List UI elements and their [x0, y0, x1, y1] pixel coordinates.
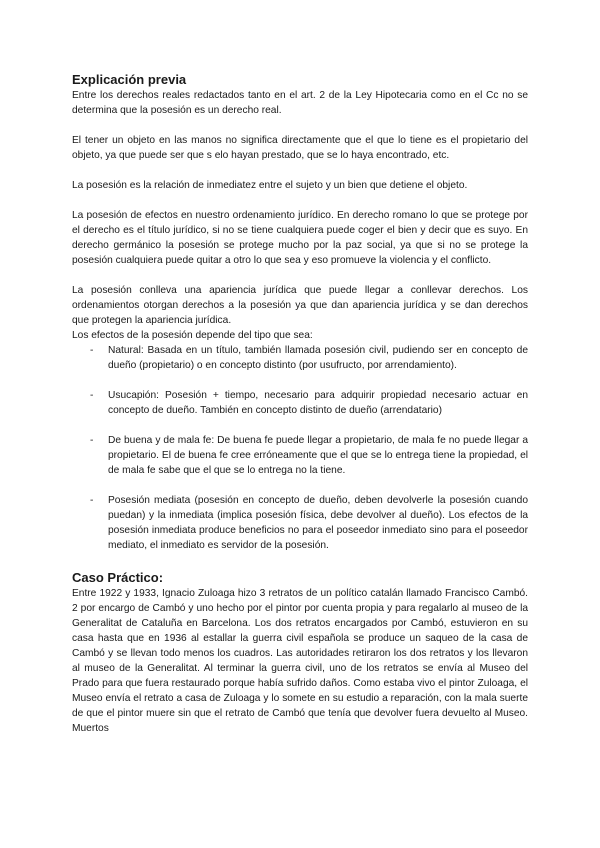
heading-caso-practico: Caso Práctico:: [72, 570, 164, 585]
list-item: [72, 433, 528, 478]
intro-paragraph: Entre los derechos reales redactados tanto en el art. 2 de la Ley Hipotecaria como en el Cc no se determina que la posesión es un derecho real.: [72, 90, 528, 116]
list-item-text: De buena y de mala fe: De buena fe puede llegar a propietario, de mala fe no puede llegar a propietario. El de buena fe cree erróneamente que el que se lo entrega tiene la propiedad, el de mala fe sabe que el que se lo entrega no la tiene.: [108, 435, 528, 476]
effects-list: [72, 343, 528, 553]
paragraph-efectos-ordenamiento: La posesión de efectos en nuestro ordenamiento jurídico. En derecho romano lo que se protege por el derecho es el título jurídico, si no se tiene cualquiera puede coger el bien y decir que es suyo. En derecho germánico la posesión se protege mucho por la paz social, ya que si no se protege la posesión cualquiera puede quitar a otro lo que sea y eso promueve la violencia y el conflicto.: [72, 210, 528, 266]
list-item-text: Natural: Basada en un título, también llamada posesión civil, pudiendo ser en concepto de dueño (propietario) o en concepto distinto (por usufructo, por arrendamiento).: [108, 345, 528, 371]
bullet-dash: -: [90, 495, 94, 506]
heading-explicacion-previa: Explicación previa: [72, 72, 187, 87]
bullet-dash: -: [90, 345, 94, 356]
paragraph-tener-objeto: El tener un objeto en las manos no significa directamente que el que lo tiene es el propietario del objeto, ya que puede ser que s elo hayan prestado, que se lo haya encontrado, etc.: [72, 135, 528, 161]
paragraph-relacion-inmediatez: La posesión es la relación de inmediatez entre el sujeto y un bien que detiene el objeto.: [72, 180, 468, 191]
list-item-text: Posesión mediata (posesión en concepto de dueño, deben devolverle la posesión cuando puedan) y la inmediata (implica posesión física, debe devolver al dueño). Los efectos de la posesión inmediata produce beneficios no para el poseedor inmediato sino para el poseedor mediato, el inmediato es servidor de la posesión.: [108, 495, 528, 551]
list-item: [72, 493, 528, 553]
bullet-dash: -: [90, 435, 94, 446]
bullet-dash: -: [90, 390, 94, 401]
paragraph-efectos-tipo: Los efectos de la posesión depende del tipo que sea:: [72, 330, 313, 341]
list-item-text: Usucapión: Posesión + tiempo, necesario para adquirir propiedad necesario actuar en concepto de dueño. También en concepto distinto de dueño (arrendatario): [108, 390, 528, 416]
list-item: [72, 343, 528, 373]
paragraph-apariencia-juridica: La posesión conlleva una apariencia jurídica que puede llegar a conllevar derechos. Los ordenamientos otorgan derechos a la posesión ya que dan apariencia jurídica y se dan derechos que protegen la apariencia jurídica.: [72, 285, 528, 326]
case-paragraph: Entre 1922 y 1933, Ignacio Zuloaga hizo 3 retratos de un político catalán llamado Francisco Cambó. 2 por encargo de Cambó y uno hecho por el pintor por cuenta propia y para regalarlo al museo de la Generalitat de Cataluña en Barcelona. Los dos retratos encargados por Cambó, estuvieron en su casa hasta que en 1936 al estallar la guerra civil española se produce un saqueo de la casa de Cambó y se llevan todo menos los cuadros. Las autoridades retiraron los dos retratos y los llevaron al museo de la Generalitat. Al terminar la guerra civil, uno de los retratos se envía al Museo del Prado para que fuera restaurado porque había sufrido daños. Como estaba vivo el pintor Zuloaga, el Museo envía el retrato a casa de Zuloaga y lo somete en su estudio a reparación, con la mala suerte de que el pintor muere sin que el retrato de Cambó que tenía que devolver fuera devuelto al Museo. Muertos: [72, 588, 528, 734]
document-page: [72, 72, 528, 736]
list-item: [72, 388, 528, 418]
